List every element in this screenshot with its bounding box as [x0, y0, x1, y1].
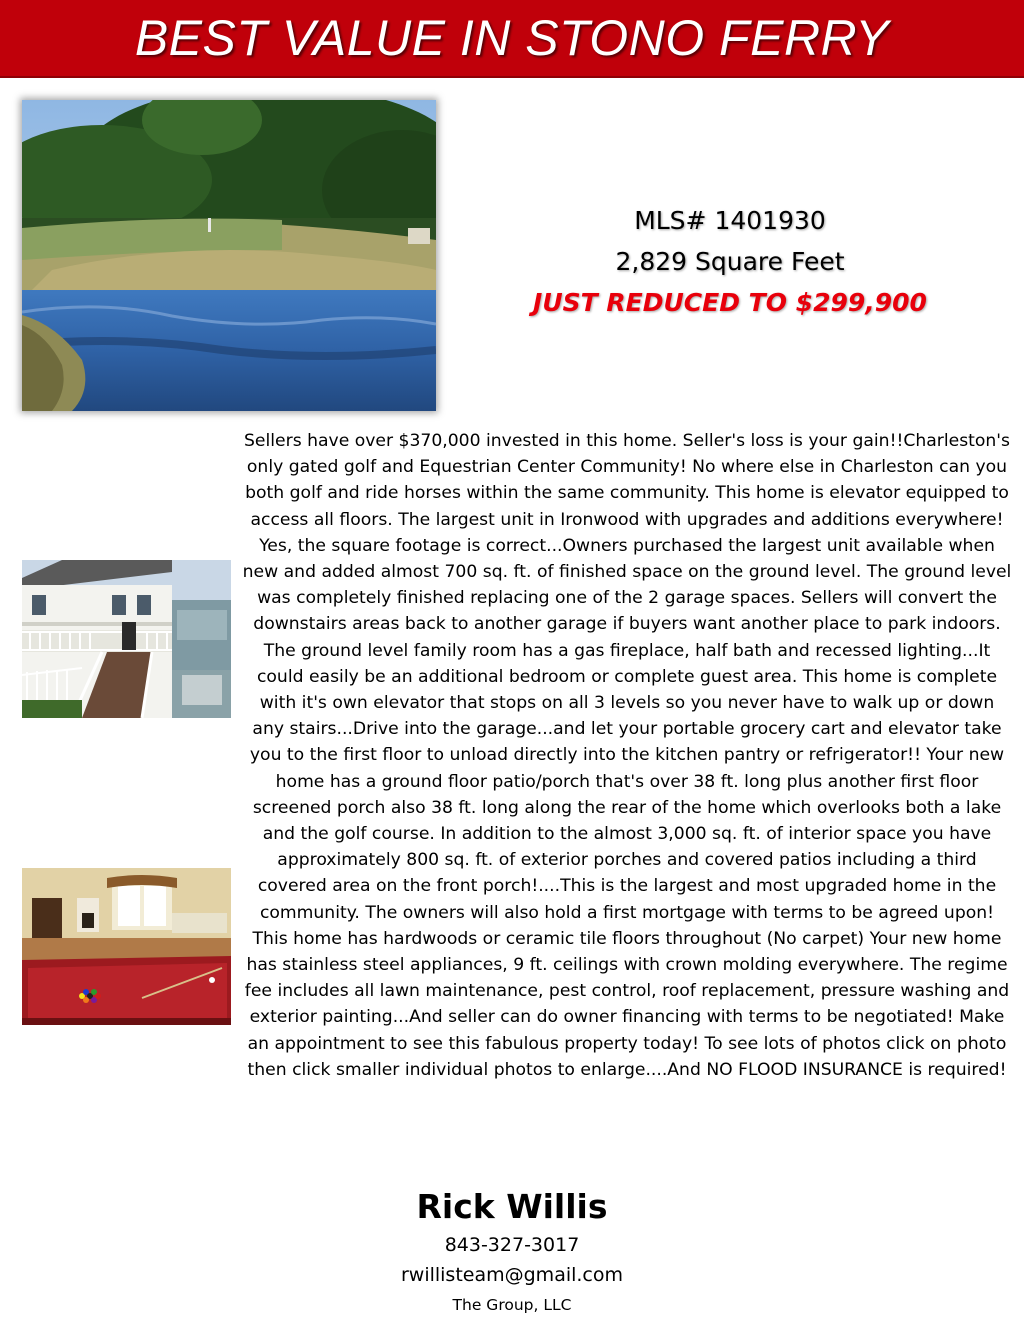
- mls-number: MLS# 1401930: [634, 206, 826, 235]
- agent-phone[interactable]: 843-327-3017: [444, 1234, 580, 1256]
- agent-contact: [312, 1184, 712, 1320]
- title-banner: [0, 0, 1024, 78]
- property-description: Sellers have over $370,000 invested in this home. Seller's loss is your gain!!Charleston's only gated golf and Equestrian Center Community! No where else in Charleston can you both golf and ride horses within the same community. This home is elevator equipped to access all floors. The largest unit in Ironwood with upgrades and additions everywhere! Yes, the square footage is correct...Owners purchased the largest unit available when new and added almost 700 sq. ft. of finished space on the ground level. The ground level was completely finished replacing one of the 2 garage spaces. Sellers will convert the downstairs areas back to another garage if buyers want another place to park indoors. The ground level family room has a gas fireplace, half bath and recessed lighting...It could easily be an additional bedroom or complete guest area. This home is complete with it's own elevator that stops on all 3 levels so you never have to walk up or down any stairs...Drive into the garage...and let your portable grocery cart and elevator take you to the first floor to unload directly into the kitchen pantry or refrigerator!! Your new home has a ground floor patio/porch that's over 38 ft. long plus another first floor screened porch also 38 ft. long along the rear of the home which overlooks both a lake and the golf course. In addition to the almost 3,000 sq. ft. of interior space you have approximately 800 sq. ft. of exterior porches and covered patios including a third covered area on the front porch!....This is the largest and most upgraded home in the community. The owners will also hold a first mortgage with terms to be agreed upon! This home has hardwoods or ceramic tile floors throughout (No carpet) Your new home has stainless steel appliances, 9 ft. ceilings with crown molding everywhere. The regime fee includes all lawn maintenance, pest control, roof replacement, pressure washing and exterior painting...And seller can do owner financing with terms to be negotiated! Make an appointment to see this fabulous property today! To see lots of photos click on photo then click smaller individual photos to enlarge....And NO FLOOD INSURANCE is required!: [242, 431, 1012, 1080]
- house-exterior-photo[interactable]: [22, 560, 231, 718]
- interior-room-photo[interactable]: [22, 868, 231, 1025]
- agent-name: Rick Willis: [416, 1187, 608, 1226]
- agent-email[interactable]: rwillisteam@gmail.com: [400, 1264, 624, 1286]
- page-title: BEST VALUE IN STONO FERRY: [134, 10, 890, 66]
- golf-course-lake-photo[interactable]: [22, 100, 436, 411]
- price-reduced: JUST REDUCED TO $299,900: [533, 288, 927, 317]
- listing-summary: [500, 200, 960, 323]
- square-feet: 2,829 Square Feet: [615, 247, 845, 276]
- agent-company: The Group, LLC: [452, 1296, 572, 1314]
